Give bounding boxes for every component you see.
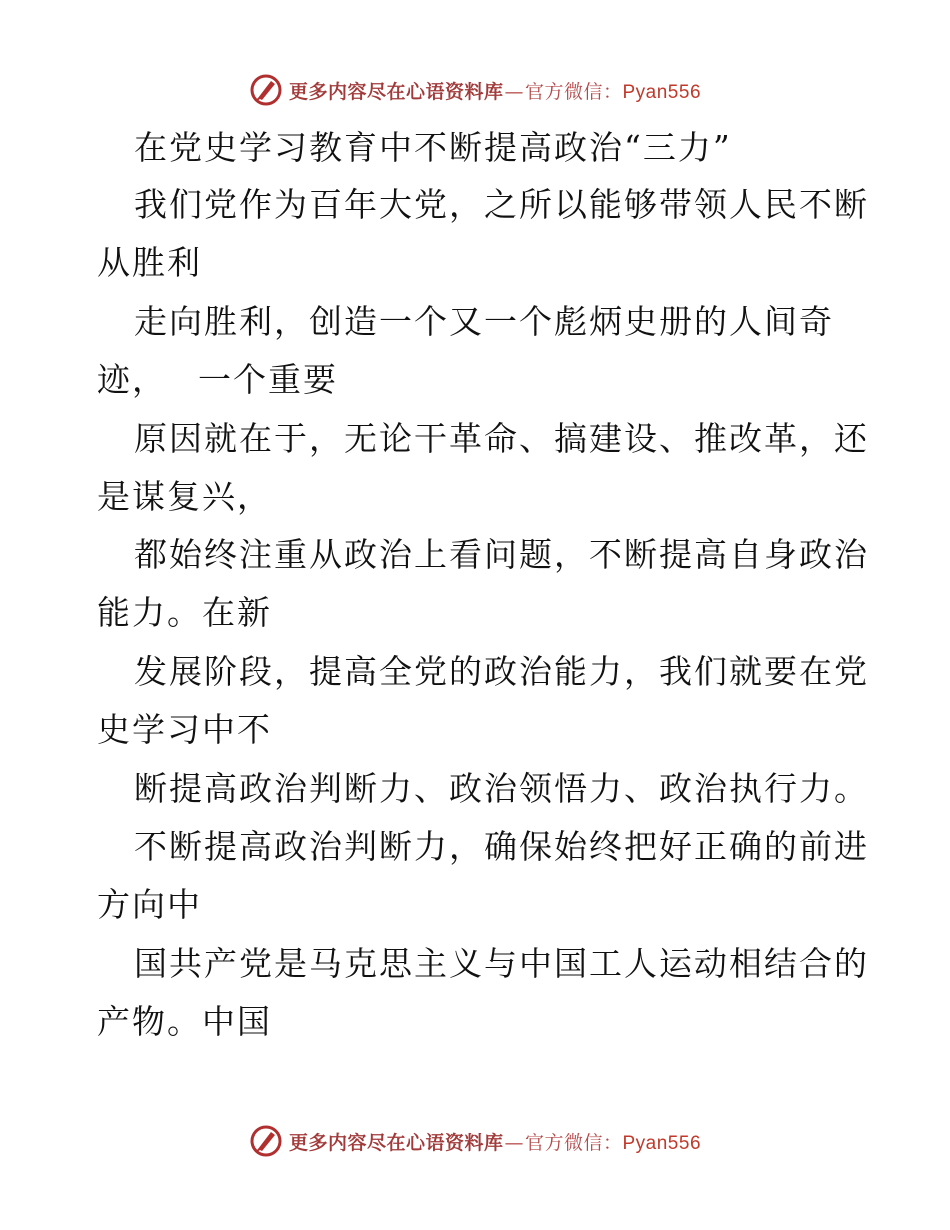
footer-dash: — bbox=[504, 1131, 524, 1154]
doc-line: 是谋复兴， bbox=[97, 477, 272, 516]
doc-line: 史学习中不 bbox=[97, 710, 272, 749]
doc-line: 迹， 一个重要 bbox=[97, 360, 338, 399]
header-wechat-label: 官方微信： bbox=[524, 80, 623, 103]
doc-line: 国共产党是马克思主义与中国工人运动相结合的 bbox=[134, 944, 869, 983]
header-dash: — bbox=[504, 80, 524, 103]
doc-line: 不断提高政治判断力，确保始终把好正确的前进 bbox=[134, 827, 869, 866]
footer-wechat-id: Pyan556 bbox=[622, 1132, 702, 1154]
doc-title: 在党史学习教育中不断提高政治“三力” bbox=[134, 128, 732, 167]
footer-watermark-banner bbox=[0, 1121, 950, 1161]
quill-logo-icon bbox=[249, 1124, 283, 1158]
doc-line: 我们党作为百年大党，之所以能够带领人民不断 bbox=[134, 185, 869, 224]
doc-line: 都始终注重从政治上看问题，不断提高自身政治 bbox=[134, 535, 869, 574]
doc-line: 发展阶段，提高全党的政治能力，我们就要在党 bbox=[134, 652, 869, 691]
doc-line: 原因就在于，无论干革命、搞建设、推改革，还 bbox=[134, 419, 869, 458]
doc-line: 走向胜利，创造一个又一个彪炳史册的人间奇 bbox=[134, 302, 834, 341]
doc-line: 从胜利 bbox=[97, 243, 202, 282]
doc-line: 产物。中国 bbox=[97, 1002, 272, 1041]
header-site-name: 更多内容尽在心语资料库 bbox=[288, 80, 504, 103]
doc-line: 断提高政治判断力、政治领悟力、政治执行力。 bbox=[134, 769, 869, 808]
footer-banner-text bbox=[289, 1128, 701, 1155]
footer-site-name: 更多内容尽在心语资料库 bbox=[288, 1131, 504, 1154]
doc-line: 方向中 bbox=[97, 885, 202, 924]
header-wechat-id: Pyan556 bbox=[622, 81, 702, 103]
footer-wechat-label: 官方微信： bbox=[524, 1131, 623, 1154]
doc-line: 能力。在新 bbox=[97, 593, 272, 632]
